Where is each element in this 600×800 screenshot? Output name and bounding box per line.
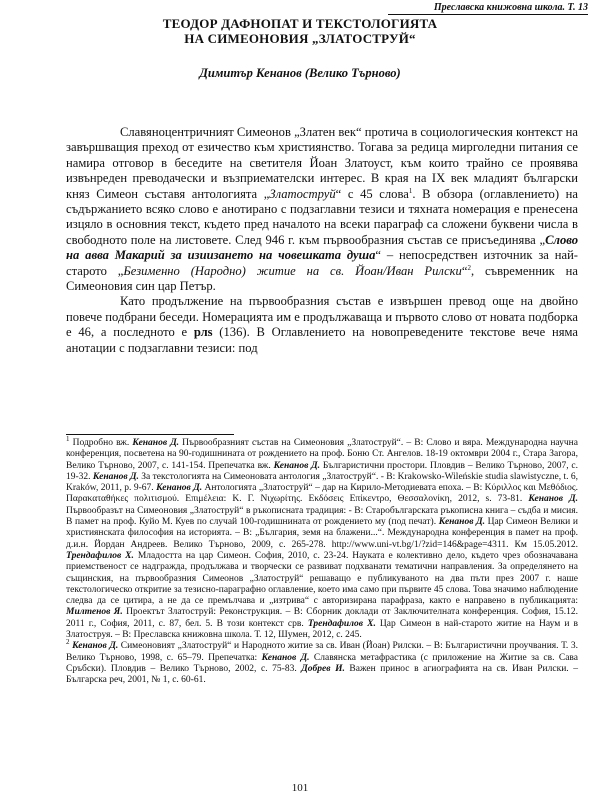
page-number: 101: [291, 782, 309, 794]
paragraph-1: [66, 125, 578, 294]
text-run: Първообразният състав на Симеоновия „Златоструй“. – В: Слово и вяра. Международна научна конференция, посветена на 90-годишнината от рождението на проф. Боню Ст. Ангелов. 18-19 октомври 2004 г., Стара Загора, Велико Търново, 2007, с. 141-154. Препечатка вж.: [66, 438, 578, 471]
cited-author: Добрев И.: [301, 663, 345, 674]
title-line-1: ТЕОДОР ДАФНОПАТ И ТЕКСТОЛОГИЯТА: [162, 16, 438, 31]
text-run: . В обзора (оглавлението) на съдържанието всяко слово е анотирано с подзаглавни тезиси и тяхната номерация е пренесена изцяло в основния текст, където пред началото на всеки параграф са сложени буквени числа в свободното поле на листовете. След 946 г. към първообразния състав се присъединява „: [66, 186, 579, 247]
cited-author: Кенанов Д.: [273, 460, 321, 471]
text-run: Симеоновият „Златоструй“ и Народното житие за св. Иван (Йоан) Рилски. – В: Българистични проучвания. Т. 3. Велико Търново, 1998, с. 65–79. Препечатка:: [66, 641, 578, 663]
numeral-glyph: рлѕ: [193, 325, 213, 340]
cited-author: Трендафилов Х.: [66, 550, 134, 561]
text-run: Подробно вж.: [69, 438, 133, 448]
italic-title: Слово на авва Макарий за изиизането на човешката душа: [66, 232, 578, 263]
text-run: “ с 45 слова: [335, 186, 409, 201]
cited-author: Кенанов Д.: [438, 517, 485, 528]
text-run: Цар Симеон в най-старото житие на Наум и в Златоструя. – В: Преславска книжовна школа. Т. 12, Шумен, 2012, с. 245.: [66, 618, 578, 641]
footnotes: [66, 434, 579, 687]
text-run: За текстологията на Симеоновата антология „Златоструй“. - В: Krakowsko-Wileńskie studia slawistyczne, t. 6, Kraków, 2011, p. 9-67.: [66, 471, 578, 494]
text-run: Важен принос в агиографията на св. Иван Рилски. – Българска реч, 2001, № 1, с. 60-61.: [66, 663, 578, 686]
text-run: “ – непосредствен източник за най-старото „: [66, 248, 578, 278]
cited-author: Кенанов Д.: [261, 652, 310, 663]
paragraph-2: [66, 294, 578, 356]
article-title: [0, 16, 600, 46]
cited-author: Кенанов Д.: [132, 438, 180, 448]
text-run: Младостта на цар Симеон. София, 2010, с. 23-24. Науката е колективно дело, където чрез обозначавана приемственост се надгражда, продължава и творчески се развиват подхванати тематични направления. За определянето на същинския, на първообразния Симеонов „Златоструй“ решаващо е публикуваното на два пъти през 2007 г. наше текстологическо откритие за тезисно-параграфно оглавление, което има само при първите 45 слова. Това значимо наблюдение следва да се цитира, а не да се премълчава и „изтрива“ с авторизирана парафраза, както е направено в публикацията:: [66, 550, 578, 607]
text-run: (136). В Оглавлението на новопреведените текстове вече няма анотации с подзаглавни тезиси: под: [66, 325, 578, 355]
footnote-ref-2[interactable]: 2: [467, 263, 471, 272]
author-line: Димитър Кенанов (Велико Търново): [199, 66, 401, 80]
text-run: Антологията „Златоструй“ – дар на Кирило-Методиевата епоха. – В: Κύριλλος και Μεθόδιος. Παρακαταθήκες πολιτισμού. Επιμέλεια: Κ. Γ. Νιχωρίτης. Εκδόσεις Επίκεντρο, Θεσσαλονίκη, 2012, s. 73-81.: [66, 483, 579, 505]
cited-author: Кенанов Д.: [72, 641, 119, 652]
footnote-number: 2: [66, 638, 70, 647]
text-run: Проектът Златоструй: Реконструкция. – В: Сборник доклади от Заключителната конференция. София, 15.12. 2011 г., София, 2011, с. 87, бел. 5. В този контекст срв.: [66, 607, 578, 629]
text-run: , съвременник на Симеоновия син цар Петър.: [66, 263, 578, 294]
text-run: Като продължение на първообразния състав е извършен превод още на двойно повече подбрани беседи. Номерацията им е продължаваща и първото слово от новата подборка е 46, а последното е: [66, 294, 578, 340]
text-run: Първообразът на Симеоновия „Златоструй“ в ръкописната традиция: - В: Старобългарската ръкописна книга – съдба и мисия. В памет на проф. Куйо М. Куев по случай 100-годишнината от рождението му (под печат).: [66, 505, 578, 528]
text-run: Славяноцентричният Симеонов „Златен век“ протича в социологическия контекст на завършващия преход от езичество към християнство. Тогава за редица мирголедни питания се намира отговор в беседите на светителя Йоан Златоуст, към които трайно се проявява извънреден преводачески и възприемателски интерес. В края на IX век младият български княз Симеон съставя антологията „: [66, 125, 578, 201]
cited-author: Кенанов Д.: [156, 483, 203, 494]
footnote-separator: [66, 434, 234, 435]
text-run: Цар Симеон Велики и християнската философия на историята. – В: „България, земя на блажени...“. Международна конференция в памет на проф. д.и.н. Йордан Андреев. Велико Търново, 2009, с. 265-278. http://www.uni-vt.bg/1/?zid=146&page=4311. Км 15.05.2012.: [66, 517, 578, 550]
text-run: Славянска метафрастика (с приложение на Житие за св. Сава Сръбски). Пловдив – Велико Търново, 2002, с. 75-83.: [66, 652, 578, 674]
cited-author: Кенанов Д.: [92, 471, 139, 482]
italic-title: Безименно (Народно) житие на св. Йоан/Иван Рилски: [123, 263, 462, 278]
footnote-1: [66, 434, 579, 641]
italic-title: Златоструй: [269, 186, 336, 201]
footnote-ref-1[interactable]: 1: [408, 186, 413, 195]
footnote-2: [66, 638, 578, 686]
title-line-2: НА СИМЕОНОВИЯ „ЗЛАТОСТРУЙ“: [184, 31, 416, 46]
running-head: Преславска книжовна школа. Т. 13: [388, 2, 588, 15]
text-run: “: [461, 263, 468, 278]
cited-author: Кенанов Д.: [528, 494, 578, 505]
main-text: [66, 125, 578, 356]
cited-author: Милтенов Я.: [66, 607, 123, 618]
text-run: Българистични простори. Пловдив – Велико Търново, 2007, с. 19-32.: [66, 460, 578, 482]
footnote-number: 1: [66, 434, 70, 443]
cited-author: Трендафилов Х.: [307, 618, 376, 629]
